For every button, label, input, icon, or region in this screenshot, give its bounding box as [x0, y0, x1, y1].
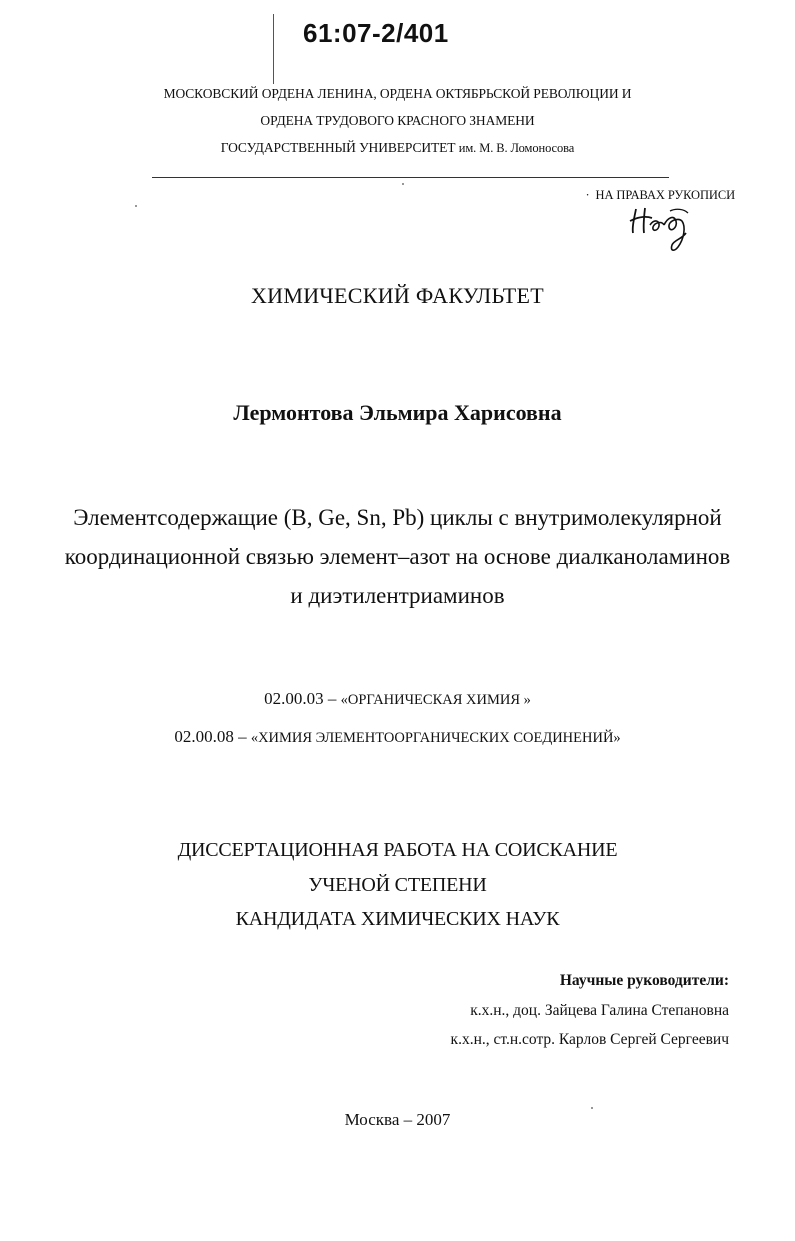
degree-statement	[0, 833, 795, 937]
title-line-1: Элементсодержащие (B, Ge, Sn, Pb) циклы с внутримолекулярной	[73, 505, 722, 530]
scan-speck	[591, 1107, 593, 1109]
specialty-1-code: 02.00.03 –	[264, 689, 341, 708]
specialty-2-code: 02.00.08 –	[174, 727, 251, 746]
manuscript-rights	[585, 188, 735, 203]
title-line-3: и диэтилентриаминов	[290, 583, 505, 608]
specialty-2	[0, 727, 795, 747]
bullet-mark: ·	[585, 188, 590, 202]
scan-speck	[402, 183, 404, 185]
university-line-1: МОСКОВСКИЙ ОРДЕНА ЛЕНИНА, ОРДЕНА ОКТЯБРЬСКОЙ РЕВОЛЮЦИИ И	[163, 86, 632, 101]
faculty-name: ХИМИЧЕСКИЙ ФАКУЛЬТЕТ	[250, 283, 544, 308]
manuscript-rights-label: НА ПРАВАХ РУКОПИСИ	[595, 188, 735, 202]
margin-line	[273, 14, 274, 84]
title-line-2: координационной связью элемент–азот на основе диалканоламинов	[64, 544, 731, 569]
document-code: 61:07-2/401	[303, 18, 449, 48]
degree-line-2: УЧЕНОЙ СТЕПЕНИ	[308, 873, 487, 896]
scan-speck	[135, 205, 137, 207]
author-name: Лермонтова Эльмира Харисовна	[233, 400, 562, 425]
handwritten-signature-icon	[626, 203, 692, 255]
university-line-3-main: ГОСУДАРСТВЕННЫЙ УНИВЕРСИТЕТ	[220, 140, 456, 155]
header-divider	[152, 177, 669, 178]
specialty-1	[0, 689, 795, 709]
supervisors-heading: Научные руководители:	[559, 972, 729, 989]
dissertation-title	[0, 498, 795, 615]
supervisor-2: к.х.н., ст.н.сотр. Карлов Сергей Сергеевич	[450, 1031, 729, 1048]
university-line-3	[0, 134, 795, 162]
university-line-3-tail: им. М. В. Ломоносова	[458, 141, 575, 155]
degree-line-1: ДИССЕРТАЦИОННАЯ РАБОТА НА СОИСКАНИЕ	[177, 839, 618, 861]
city-year: Москва – 2007	[344, 1110, 451, 1129]
degree-line-3: КАНДИДАТА ХИМИЧЕСКИХ НАУК	[235, 908, 560, 930]
university-header	[0, 80, 795, 162]
university-line-2: ОРДЕНА ТРУДОВОГО КРАСНОГО ЗНАМЕНИ	[260, 113, 535, 128]
supervisor-1: к.х.н., доц. Зайцева Галина Степановна	[470, 1001, 729, 1019]
supervisors-block	[451, 966, 729, 1055]
specialty-2-name: «ХИМИЯ ЭЛЕМЕНТООРГАНИЧЕСКИХ СОЕДИНЕНИЙ»	[250, 730, 621, 746]
specialty-1-name: «ОРГАНИЧЕСКАЯ ХИМИЯ »	[340, 692, 531, 708]
